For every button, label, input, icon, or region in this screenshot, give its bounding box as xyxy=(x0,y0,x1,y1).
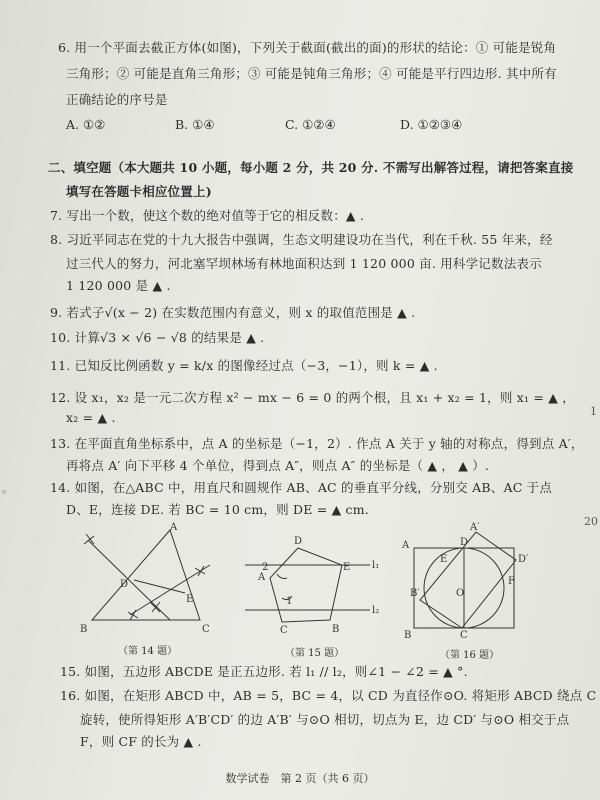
fig16-label-e: E xyxy=(440,554,448,565)
page-footer: 数学试卷 第 2 页（共 6 页） xyxy=(225,772,375,785)
q16-line-3: F，则 CF 的长为 ▲ . xyxy=(80,734,202,749)
q6-option-b: B. ①④ xyxy=(175,117,215,132)
q8-line-2: 过三代人的努力，河北塞罕坝林场有林地面积达到 1 120 000 亩. 用科学记数法表示 xyxy=(66,256,542,271)
fig15-label-l2: l₂ xyxy=(372,605,380,616)
q7: 7. 写出一个数，使这个数的绝对值等于它的相反数：▲ . xyxy=(50,208,365,223)
figure-15 xyxy=(245,548,370,622)
figure-14 xyxy=(84,530,210,620)
q15: 15. 如图，五边形 ABCDE 是正五边形. 若 l₁ // l₂，则∠1 − ∠2 = ▲ °. xyxy=(60,664,468,679)
segment-de xyxy=(134,580,185,593)
q13-line-2: 再将点 A′ 向下平移 4 个单位，得到点 A″，则点 A″ 的坐标是（ ▲ ， ▲ ）. xyxy=(66,458,490,473)
q12-line-2: x₂ = ▲ . xyxy=(66,410,116,425)
fig16-label-f: F xyxy=(508,576,515,587)
fig14-label-b: B xyxy=(80,624,88,635)
angle-2-arc xyxy=(277,574,287,579)
pentagon xyxy=(270,548,342,622)
fig15-label-e: E xyxy=(343,562,351,573)
fig16-caption: （第 16 题） xyxy=(440,650,500,661)
q6-option-c: C. ①②④ xyxy=(285,117,336,132)
q6-line-2: 三角形；② 可能是直角三角形；③ 可能是钝角三角形；④ 可能是平行四边形. 其中所有 xyxy=(66,66,557,81)
fig14-label-e: E xyxy=(186,594,194,605)
perp-bisector-ac xyxy=(130,565,210,615)
fig16-label-b: B xyxy=(404,630,412,641)
q9: 9. 若式子√(x − 2) 在实数范围内有意义，则 x 的取值范围是 ▲ . xyxy=(50,305,416,320)
q8-line-1: 8. 习近平同志在党的十九大报告中强调，生态文明建设功在当代，利在千秋. 55 年来，经 xyxy=(50,232,553,247)
fig15-label-2: 2 xyxy=(262,562,269,573)
triangle-abc xyxy=(92,530,200,620)
arc-mark-2 xyxy=(150,602,160,612)
arc-mark-3 xyxy=(195,566,205,576)
q10: 10. 计算√3 × √6 − √8 的结果是 ▲ . xyxy=(50,330,265,345)
fig16-label-a-prime: A′ xyxy=(470,522,480,533)
q6-option-a: A. ①② xyxy=(66,117,106,132)
q6-option-d: D. ①②③④ xyxy=(400,117,463,132)
q12-line-1: 12. 设 x₁，x₂ 是一元二次方程 x² − mx − 6 = 0 的两个根，且 x₁ + x₂ = 1，则 x₁ = ▲ ， xyxy=(50,390,575,405)
left-margin-mark: 。 xyxy=(2,482,13,495)
fig16-label-d-prime: D′ xyxy=(518,554,529,565)
fig14-label-a: A xyxy=(170,522,178,533)
fig14-caption: （第 14 题） xyxy=(118,646,178,657)
q14-line-1: 14. 如图，在△ABC 中，用直尺和圆规作 AB、AC 的垂直平分线，分别交 AB、AC 于点 xyxy=(50,480,553,495)
fig16-label-a: A xyxy=(402,540,410,551)
fig16-label-b-prime: B′ xyxy=(410,588,420,599)
fig14-label-d: D xyxy=(120,579,129,590)
right-margin-text-1: 1 xyxy=(590,405,597,418)
fig15-label-l1: l₁ xyxy=(372,560,380,571)
figures-svg xyxy=(0,520,600,660)
section2-heading-2: 填写在答题卡相应位置上) xyxy=(66,184,212,199)
q14-line-2: D、E，连接 DE. 若 BC = 10 cm，则 DE = ▲ cm. xyxy=(66,502,369,517)
fig15-label-b: B xyxy=(332,624,340,635)
fig15-label-a: A xyxy=(258,572,266,583)
perp-bisector-ab xyxy=(88,540,170,620)
fig15-label-c: C xyxy=(280,625,288,636)
fig15-caption: （第 15 题） xyxy=(285,648,345,659)
fig14-label-c: C xyxy=(202,624,210,635)
fig15-label-1: 1 xyxy=(286,596,293,607)
q6-line-3: 正确结论的序号是 xyxy=(66,92,168,107)
fig16-label-c: C xyxy=(460,630,468,641)
q8-line-3: 1 120 000 是 ▲ . xyxy=(66,278,171,293)
section2-heading-1: 二、填空题（本大题共 10 小题，每小题 2 分，共 20 分. 不需写出解答过程，请把答案直接 xyxy=(48,160,574,175)
q6-line-1: 6. 用一个平面去截正方体(如图)，下列关于截面(截出的面)的形状的结论：① 可能是锐角 xyxy=(58,40,557,55)
fig15-label-d: D xyxy=(294,536,303,547)
arc-mark-1 xyxy=(84,534,94,544)
fig16-label-o: O xyxy=(456,588,465,599)
q16-line-1: 16. 如图，在矩形 ABCD 中，AB = 5，BC = 4，以 CD 为直径作⊙O. 将矩形 ABCD 绕点 C xyxy=(60,688,597,703)
fig16-label-d: D xyxy=(460,537,469,548)
q11: 11. 已知反比例函数 y = k/x 的图像经过点（−3，−1），则 k = ▲ . xyxy=(50,358,438,373)
right-margin-text-2: 20 xyxy=(584,515,598,528)
q13-line-1: 13. 在平面直角坐标系中，点 A 的坐标是（−1，2）. 作点 A 关于 y 轴的对称点，得到点 A′， xyxy=(50,436,584,451)
q16-line-2: 旋转，使所得矩形 A′B′CD′ 的边 A′B′ 与⊙O 相切，切点为 E，边 CD′ 与⊙O 相交于点 xyxy=(80,712,570,727)
